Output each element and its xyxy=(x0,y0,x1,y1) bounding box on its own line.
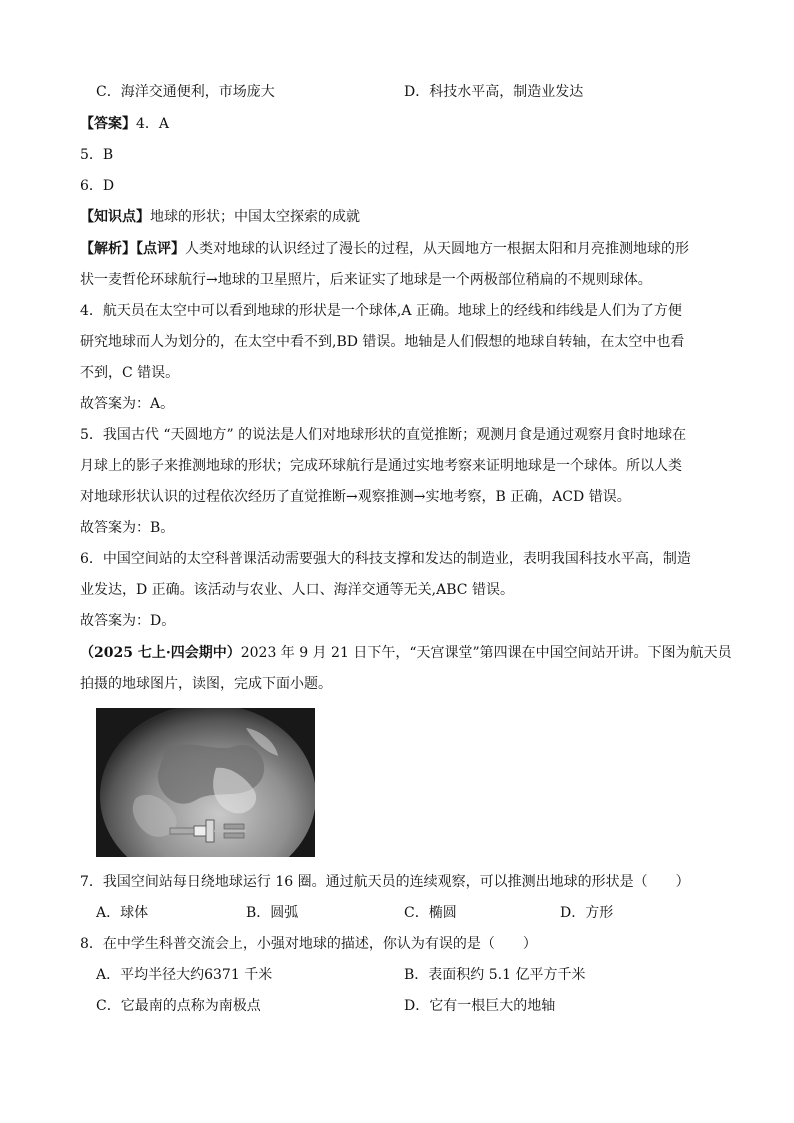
exp4-conclusion: 故答案为：A。 xyxy=(80,396,175,412)
q8-stem: 8．在中学生科普交流会上，小强对地球的描述，你认为有误的是（ ） xyxy=(80,936,537,952)
prev-option-d: D．科技水平高，制造业发达 xyxy=(404,84,584,100)
answer-5: 5．B xyxy=(80,147,114,163)
intro-line-1: （2025 七上·四会期中）2023 年 9 月 21 日下午，“天宫课堂”第四课在中国空间站开讲。下图为航天员 xyxy=(80,645,732,661)
q8-option-c: C．它最南的点称为南极点 xyxy=(96,998,261,1014)
knowledge-text: 地球的形状；中国太空探索的成就 xyxy=(150,209,360,225)
q7-option-b: B．圆弧 xyxy=(246,905,299,921)
q8-option-d: D．它有一根巨大的地轴 xyxy=(404,998,556,1014)
earth-photo xyxy=(96,708,315,857)
analysis-line-2: 状一麦哲伦环球航行→地球的卫星照片，后来证实了地球是一个两极部位稍扁的不规则球体。 xyxy=(80,272,652,288)
intro-line-2: 拍摄的地球图片，读图，完成下面小题。 xyxy=(80,676,332,692)
answer-6: 6．D xyxy=(80,178,115,194)
answer-line xyxy=(80,114,720,134)
q7-option-c: C．椭圆 xyxy=(404,905,457,921)
q7-option-d: D．方形 xyxy=(560,905,614,921)
knowledge-line xyxy=(80,207,720,227)
exp6-conclusion: 故答案为：D。 xyxy=(80,613,176,629)
exp4-line-2: 研究地球而人为划分的，在太空中看不到,BD 错误。地轴是人们假想的地球自转轴，在太空中也看 xyxy=(80,334,685,350)
analysis-tag: 【解析】【点评】 xyxy=(80,241,185,257)
q7-stem: 7．我国空间站每日绕地球运行 16 圈。通过航天员的连续观察，可以推测出地球的形状是（ ） xyxy=(80,874,690,890)
exp6-line-2: 业发达，D 正确。该活动与农业、人口、海洋交通等无关,ABC 错误。 xyxy=(80,582,514,598)
q7-option-a: A．球体 xyxy=(96,905,149,921)
q8-option-b: B．表面积约 5.1 亿平方千米 xyxy=(404,967,586,983)
exp4-line-3: 不到，C 错误。 xyxy=(80,365,180,381)
analysis-line-1: 【解析】【点评】人类对地球的认识经过了漫长的过程，从天圆地方一根据太阳和月亮推测地球的形 xyxy=(80,241,689,257)
exp6-line-1: 6．中国空间站的太空科普课活动需要强大的科技支撑和发达的制造业，表明我国科技水平高，制造 xyxy=(80,551,691,567)
q8-option-a: A．平均半径大约6371 千米 xyxy=(96,967,273,983)
prev-option-c: C．海洋交通便利，市场庞大 xyxy=(96,84,275,100)
answer-4: 4．A xyxy=(136,116,170,132)
answer-tag: 【答案】 xyxy=(80,116,136,132)
exp5-conclusion: 故答案为：B。 xyxy=(80,520,175,536)
exp5-line-3: 对地球形状认识的过程依次经历了直觉推断→观察推测→实地考察，B 正确，ACD 错误。 xyxy=(80,489,631,505)
exp5-line-1: 5．我国古代 “天圆地方” 的说法是人们对地球形状的直觉推断；观测月食是通过观察月食时地球在 xyxy=(80,427,687,443)
earth-from-space-image xyxy=(96,708,315,857)
knowledge-tag: 【知识点】 xyxy=(80,209,150,225)
exp5-line-2: 月球上的影子来推测地球的形状；完成环球航行是通过实地考察来证明地球是一个球体。所以人类 xyxy=(80,458,682,474)
intro-source: （2025 七上·四会期中） xyxy=(80,645,241,661)
exp4-line-1: 4．航天员在太空中可以看到地球的形状是一个球体,A 正确。地球上的经线和纬线是人们为了方便 xyxy=(80,303,682,319)
